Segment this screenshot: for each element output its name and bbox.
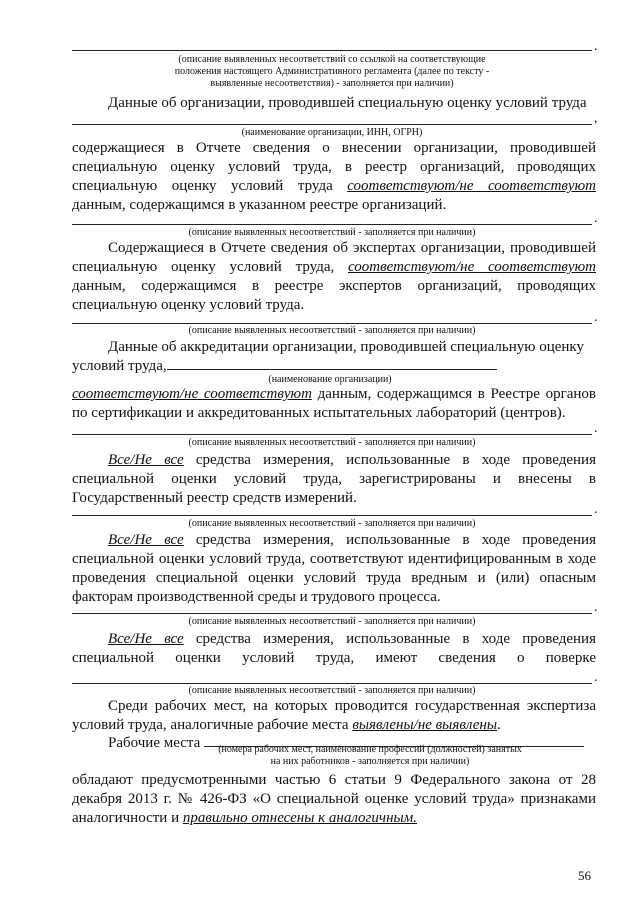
- caption-line: (описание выявленных несоответствий со ссылкой на соответствующие: [178, 54, 486, 65]
- paragraph: Среди рабочих мест, на которых проводится государственная экспертиза условий труда, аналогичные рабочие места выявлены/не выявлены.: [72, 698, 596, 733]
- selection-option: выявлены/не выявлены: [352, 717, 497, 733]
- fill-line: [72, 613, 592, 614]
- field-caption: (наименование организации, ИНН, ОГРН): [241, 127, 423, 138]
- caption-line: (номера рабочих мест, наименование профессий (должностей) занятых: [218, 744, 522, 755]
- fill-line: [72, 434, 592, 435]
- paragraph: Все/Не все средства измерения, использованные в ходе проведения специальной оценки условий труда, соответствуют идентифицированным в ходе проведения специальной оценки условий труда вредным и (или) опасным факторам производственной среды и трудового процесса.: [72, 532, 596, 605]
- fill-line: [167, 369, 497, 370]
- paragraph: Содержащиеся в Отчете сведения об экспертах организации, проводившей специальную оценку условий труда, соответствуют/не соответствуют данным, содержащимся в реестре экспертов организаций, проводящих специальную оценку условий труда.: [72, 240, 597, 313]
- selection-option: правильно отнесены к аналогичным.: [182, 810, 417, 826]
- fill-line: [72, 224, 592, 225]
- field-caption: (описание выявленных несоответствий - заполняется при наличии): [188, 437, 476, 448]
- fill-line: [72, 323, 592, 324]
- line-end-punct: .: [594, 502, 598, 517]
- field-caption: (наименование организации): [268, 374, 392, 385]
- selection-option: соответствуют/не соответствуют: [72, 386, 312, 402]
- field-caption: [72, 54, 592, 90]
- field-caption: (описание выявленных несоответствий - заполняется при наличии): [188, 325, 476, 336]
- paragraph: Все/Не все средства измерения, использованные в ходе проведения специальной оценки условий труда, зарегистрированы и внесены в Государственный реестр средств измерений.: [72, 452, 596, 506]
- selection-option: соответствуют/не соответствуют: [347, 178, 597, 194]
- line-end-punct: .: [594, 211, 598, 226]
- field-caption: [180, 744, 560, 768]
- field-caption: (описание выявленных несоответствий - заполняется при наличии): [188, 685, 476, 696]
- line-end-punct: .: [594, 39, 598, 54]
- selection-option: Все/Не все: [108, 631, 184, 647]
- paragraph-heading: Данные об организации, проводившей специальную оценку условий труда: [108, 95, 587, 111]
- paragraph: Рабочие места: [72, 734, 596, 753]
- field-caption: (описание выявленных несоответствий - заполняется при наличии): [188, 616, 476, 627]
- fill-line: [72, 515, 592, 516]
- fill-line: [72, 124, 592, 125]
- paragraph: содержащиеся в Отчете сведения о внесении организации, проводившей специальную оценку условий труда, в реестр организаций, проводящих специальную оценку условий труда соответствуют/не соответствуют данным, содержащимся в указанном реестре организаций.: [72, 140, 597, 213]
- line-end-punct: .: [594, 310, 598, 325]
- caption-line: положения настоящего Административного регламента (далее по тексту -: [174, 66, 490, 77]
- field-caption: (описание выявленных несоответствий - заполняется при наличии): [188, 227, 476, 238]
- line-end-punct: .: [594, 421, 598, 436]
- selection-option: Все/Не все: [108, 532, 184, 548]
- paragraph: обладают предусмотренными частью 6 статьи 9 Федерального закона от 28 декабря 2013 г. № 426-ФЗ «О специальной оценке условий труда» признаками аналогичности и правильно отнесены к аналогичным.: [72, 772, 596, 826]
- paragraph: Данные об аккредитации организации, проводившей специальную оценку условий труда,: [72, 339, 585, 374]
- paragraph: Все/Не все средства измерения, использованные в ходе проведения специальной оценки условий труда, имеют сведения о поверке: [72, 631, 596, 666]
- selection-option: соответствуют/не соответствуют: [348, 259, 597, 275]
- caption-line: выявленные несоответствия) - заполняется при наличии): [210, 78, 454, 89]
- field-caption: (описание выявленных несоответствий - заполняется при наличии): [188, 518, 476, 529]
- line-end-punct: .: [594, 600, 598, 615]
- caption-line: на них работников - заполняется при наличии): [270, 756, 470, 767]
- fill-line: [72, 50, 592, 51]
- page-number: 56: [578, 868, 591, 883]
- fill-line: [72, 683, 592, 684]
- line-end-punct: ,: [594, 111, 598, 126]
- line-end-punct: .: [594, 670, 598, 685]
- paragraph: соответствуют/не соответствуют данным, содержащимся в Реестре органов по сертификации и аккредитованных испытательных лабораторий (центров).: [72, 386, 596, 421]
- selection-option: Все/Не все: [108, 452, 184, 468]
